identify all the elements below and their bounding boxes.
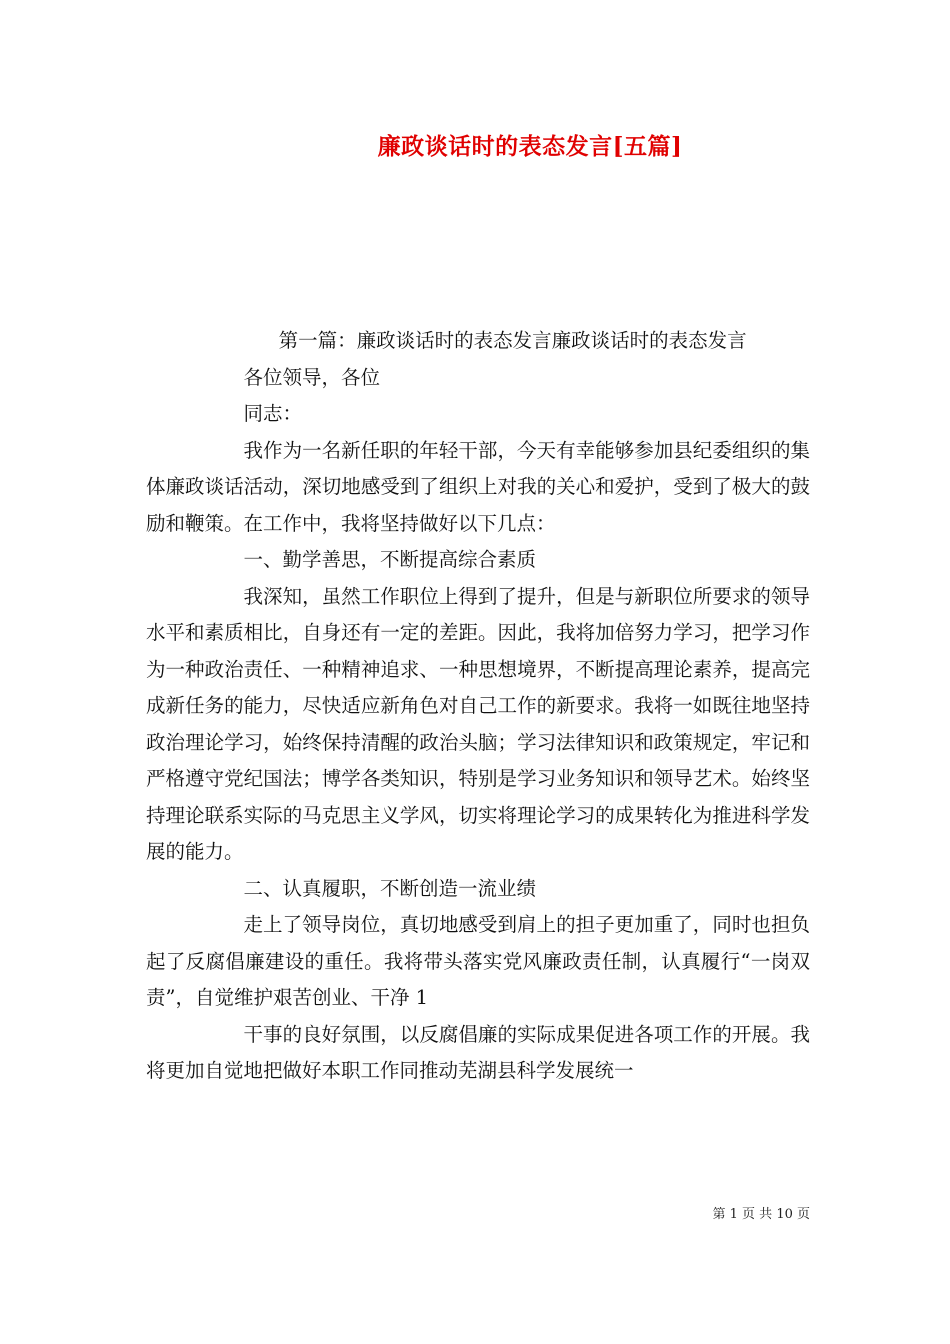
salutation-line-2: 同志：	[243, 402, 303, 425]
document-title: 廉政谈话时的表态发言[五篇]	[377, 133, 683, 160]
paragraph-study: 我深知，虽然工作职位上得到了提升，但是与新职位所要求的领导水平和素质相比，自身还有一定的差距。因此，我将加倍努力学习，把学习作为一种政治责任、一种精神追求、一种思想境界，不断提高理论素养，提高完成新任务的能力，尽快适应新角色对自己工作的新要求。我将一如既往地坚持政治理论学习，始终保持清醒的政治头脑；学习法律知识和政策规定，牢记和严格遵守党纪国法；博学各类知识，特别是学习业务知识和领导艺术。始终坚持理论联系实际的马克思主义学风，切实将理论学习的成果转化为推进科学发展的能力。	[146, 584, 810, 863]
salutation-line-1: 各位领导，各位	[243, 365, 381, 389]
paragraph-intro: 我作为一名新任职的年轻干部，今天有幸能够参加县纪委组织的集体廉政谈话活动，深切地感受到了组织上对我的关心和爱护，受到了极大的鼓励和鞭策。在工作中，我将坚持做好以下几点：	[146, 438, 810, 535]
paragraph-duty: 走上了领导岗位，真切地感受到肩上的担子更加重了，同时也担负起了反腐倡廉建设的重任。我将带头落实党风廉政责任制，认真履行“一岗双责”，自觉维护艰苦创业、干净 1	[146, 913, 810, 1009]
point-heading-1: 一、勤学善思，不断提高综合素质	[243, 548, 537, 571]
point-heading-2: 二、认真履职，不断创造一流业绩	[243, 876, 537, 900]
document-body	[146, 323, 810, 1090]
page-number: 第 1 页 共 10 页	[712, 1207, 810, 1222]
paragraph-continued: 干事的良好氛围，以反腐倡廉的实际成果促进各项工作的开展。我将更加自觉地把做好本职工作同推动芜湖县科学发展统一	[146, 1022, 810, 1082]
section-heading-first: 第一篇：廉政谈话时的表态发言廉政谈话时的表态发言	[278, 329, 747, 352]
